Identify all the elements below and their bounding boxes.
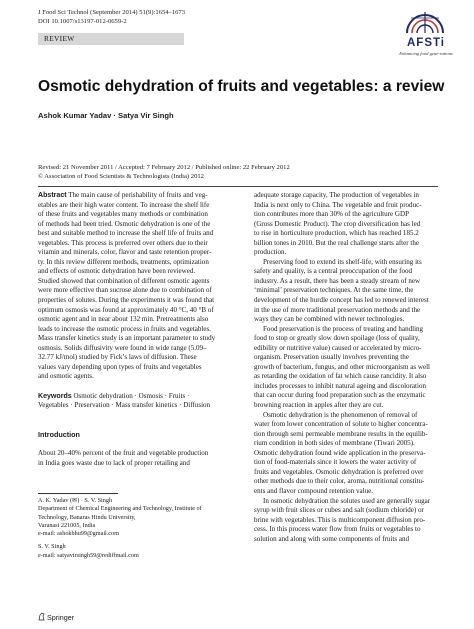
text-line: Osmotic dehydration found wide application in the preserva- bbox=[254, 448, 426, 457]
abstract-line: Mass transfer kinetics study is an important parameter to study bbox=[38, 334, 216, 343]
text-line: Osmotic dehydration is the phenomenon of removal of bbox=[263, 410, 418, 419]
abstract-line: of methods had been tried. Osmotic dehydration is one of the bbox=[38, 219, 211, 228]
footnote-line: Department of Chemical Engineering and Technology, Institute of bbox=[38, 505, 202, 513]
text-line: production. bbox=[254, 248, 287, 257]
footnote-line: e-mail: ashokbhu99@gmail.com bbox=[38, 530, 119, 538]
abstract-line: Abstract The main cause of perishability of fruits and veg- bbox=[38, 191, 208, 199]
text-line: ents and flavor compound retention value. bbox=[254, 486, 373, 495]
text-line: safety and quality, is a central preoccupation of the food bbox=[254, 267, 413, 276]
footnote-line: A. K. Yadav (✉) · S. V. Singh bbox=[38, 497, 113, 504]
text-line: billion tones in 2010. But the real challenge starts after the bbox=[254, 238, 419, 247]
copyright-notice: © Association of Food Scientists & Technologists (India) 2012 bbox=[38, 172, 204, 180]
abstract-label: Abstract bbox=[38, 192, 67, 199]
text-line: water from lower concentration of solute to higher concentra- bbox=[254, 420, 428, 429]
keywords-line: Keywords Osmotic dehydration · Osmosis · Fruits · bbox=[38, 391, 190, 400]
footnote-line: Technology, Banaras Hindu University, bbox=[38, 513, 136, 521]
text-line: as retarding the oxidation of fat which cause rancidity. It also bbox=[254, 372, 427, 381]
left-column bbox=[38, 191, 238, 468]
article-history bbox=[38, 164, 290, 181]
text-line: in the use of more traditional preservation methods and the bbox=[254, 305, 421, 314]
abstract-line: properties of solutes. During the experiments it was found that bbox=[38, 296, 215, 305]
abstract-line: leads to increase the osmotic process in fruits and vegetables. bbox=[38, 324, 211, 333]
text-line: browning reaction in apples after they are cut. bbox=[254, 401, 384, 410]
text-line: tion contributes more than 30% of the agriculture GDP bbox=[254, 210, 409, 219]
paragraph bbox=[254, 325, 454, 411]
author-affiliations bbox=[38, 497, 238, 560]
abstract-line: were more effective than sucrose alone due to combination of bbox=[38, 286, 212, 295]
text-line: Preserving food to extend its shelf-life, with ensuring its bbox=[263, 257, 422, 266]
paragraph bbox=[254, 191, 454, 258]
introduction-heading: Introduction bbox=[38, 429, 80, 439]
text-line: development of the hurdle concept has led to renewed interest bbox=[254, 296, 429, 305]
afsti-emblem-icon bbox=[403, 6, 447, 36]
text-line: ways they can be combined with newer technologies. bbox=[254, 315, 405, 324]
abstract-line: of these fruits and vegetables many methods or combination bbox=[38, 210, 208, 219]
section-label: REVIEW bbox=[44, 34, 75, 43]
article-authors: Ashok Kumar Yadav · Satya Vir Singh bbox=[38, 111, 174, 120]
section-label-bar bbox=[38, 33, 184, 45]
abstract-line: osmotic agent and in near about 132 min. Pretreatments also bbox=[38, 315, 209, 324]
publisher-mark bbox=[38, 612, 74, 622]
text-line: food to stop or greatly slow down spoilage (loss of quality, bbox=[254, 334, 420, 343]
text-line: tion through semi permeable membrane results in the equilib- bbox=[254, 429, 428, 438]
text-line: tion of food-materials since it lowers the water activity of bbox=[254, 458, 417, 467]
text-line: Food preservation is the process of treating and handling bbox=[263, 324, 424, 333]
text-line: rium condition in both sides of membrane (Tiwari 2005). bbox=[254, 439, 415, 448]
journal-header bbox=[38, 9, 185, 26]
afsti-logo bbox=[395, 6, 457, 58]
abstract-line: ty. In this review different methods, treatments, optimization bbox=[38, 257, 209, 266]
text-line: industry. As a result, there has been a steady stream of new bbox=[254, 276, 421, 285]
springer-horse-icon bbox=[38, 612, 45, 621]
text-line: edibility or nutritive value) caused or accelerated by micro- bbox=[254, 343, 422, 352]
text-line: fruits and vegetables. Osmotic dehydration is preferred over bbox=[254, 467, 424, 476]
intro-line: in India goes waste due to lack of proper retailing and bbox=[38, 458, 190, 467]
header-divider bbox=[38, 186, 438, 187]
logo-wordmark: AFSTi bbox=[406, 37, 445, 49]
article-title: Osmotic dehydration of fruits and vegetables: a review bbox=[38, 78, 445, 95]
footnote-line: Varanasi 221005, India bbox=[38, 521, 96, 529]
abstract-line: etables are their high water content. To increase the shelf life bbox=[38, 200, 210, 209]
introduction-text bbox=[38, 449, 238, 468]
text-line: organism. Preservation usually involves preventing the bbox=[254, 353, 409, 362]
text-line: syrup with fruit slices or cubes and salt (sodium chloride) or bbox=[254, 506, 424, 515]
text-line: that can occur during food preparation such as the enzymatic bbox=[254, 391, 426, 400]
paragraph bbox=[254, 497, 454, 545]
text-line: adequate storage capacity, The production of vegetables in bbox=[254, 191, 419, 199]
text-line: ‘minimal’ preservation techniques. At the same time, the bbox=[254, 286, 414, 295]
abstract-line: best and suitable method to increase the shelf life of fruits and bbox=[38, 229, 214, 238]
abstract-line: 32.77 kJ/mol) studied by Fick’s laws of diffusion. These bbox=[38, 353, 197, 362]
abstract bbox=[38, 191, 238, 382]
received-dates: Revised: 21 November 2011 / Accepted: 7 February 2012 / Published online: 22 February 2012 bbox=[38, 164, 290, 171]
keywords-line: Vegetables · Preservation · Mass transfer kinetics · Diffusion bbox=[38, 401, 211, 410]
text-line: India is next only to China. The vegetable and fruit produc- bbox=[254, 200, 422, 209]
abstract-line: values vary depending upon types of fruits and vegetables bbox=[38, 362, 202, 371]
footnote-divider bbox=[38, 493, 118, 494]
abstract-line: osmosis. Solids diffusivity were found in wide range (5.09– bbox=[38, 343, 207, 352]
journal-citation: J Food Sci Technol (September 2014) 51(9):1654–1673 bbox=[38, 9, 186, 16]
text-line: (Gross Domestic Product). The crop diversification has led bbox=[254, 219, 421, 228]
paragraph bbox=[254, 258, 454, 325]
text-line: includes processes to inhibit natural ageing and discoloration bbox=[254, 381, 427, 390]
logo-tagline: Enhancing food gene-rations bbox=[399, 51, 453, 56]
abstract-line: Studied showed that combination of different osmotic agents bbox=[38, 276, 210, 285]
right-column bbox=[254, 191, 454, 544]
text-line: In osmotic dehydration the solutes used are generally sugar bbox=[263, 496, 431, 505]
text-line: brine with vegetables. This is multicomponent diffusion pro- bbox=[254, 515, 426, 524]
text-line: to rise in horticulture production, which has reached 185.2 bbox=[254, 229, 419, 238]
intro-line: About 20–40% percent of the fruit and vegetable production bbox=[38, 448, 209, 457]
footnote-line: e-mail: satyavirsingh59@rediffmail.com bbox=[38, 551, 139, 559]
abstract-line: optimum osmosis was found at approximately 40 °C, 40 °B of bbox=[38, 305, 214, 314]
publisher-name: Springer bbox=[47, 613, 75, 622]
text-line: other methods due to their color, aroma, nutritional constitu- bbox=[254, 477, 425, 486]
doi: DOI 10.1007/s13197-012-0659-2 bbox=[38, 17, 127, 25]
footnote-line: S. V. Singh bbox=[38, 543, 66, 551]
text-line: growth of bacterium, fungus, and other microorganism as well bbox=[254, 362, 430, 371]
paragraph bbox=[254, 411, 454, 497]
text-line: solution and along with some components of fruits and bbox=[254, 534, 410, 543]
abstract-line: vitamin and minerals, color, flavor and taste retention proper- bbox=[38, 248, 212, 257]
abstract-line: and osmotic agents. bbox=[38, 372, 94, 381]
abstract-line: and effects of osmotic dehydration have been reviewed. bbox=[38, 267, 196, 276]
abstract-line: vegetables. This process is preferred over others due to their bbox=[38, 238, 208, 247]
keywords-label: Keywords bbox=[38, 392, 72, 400]
text-line: cess. In this process water flow from fruits or vegetables to bbox=[254, 525, 421, 534]
keywords bbox=[38, 392, 238, 411]
